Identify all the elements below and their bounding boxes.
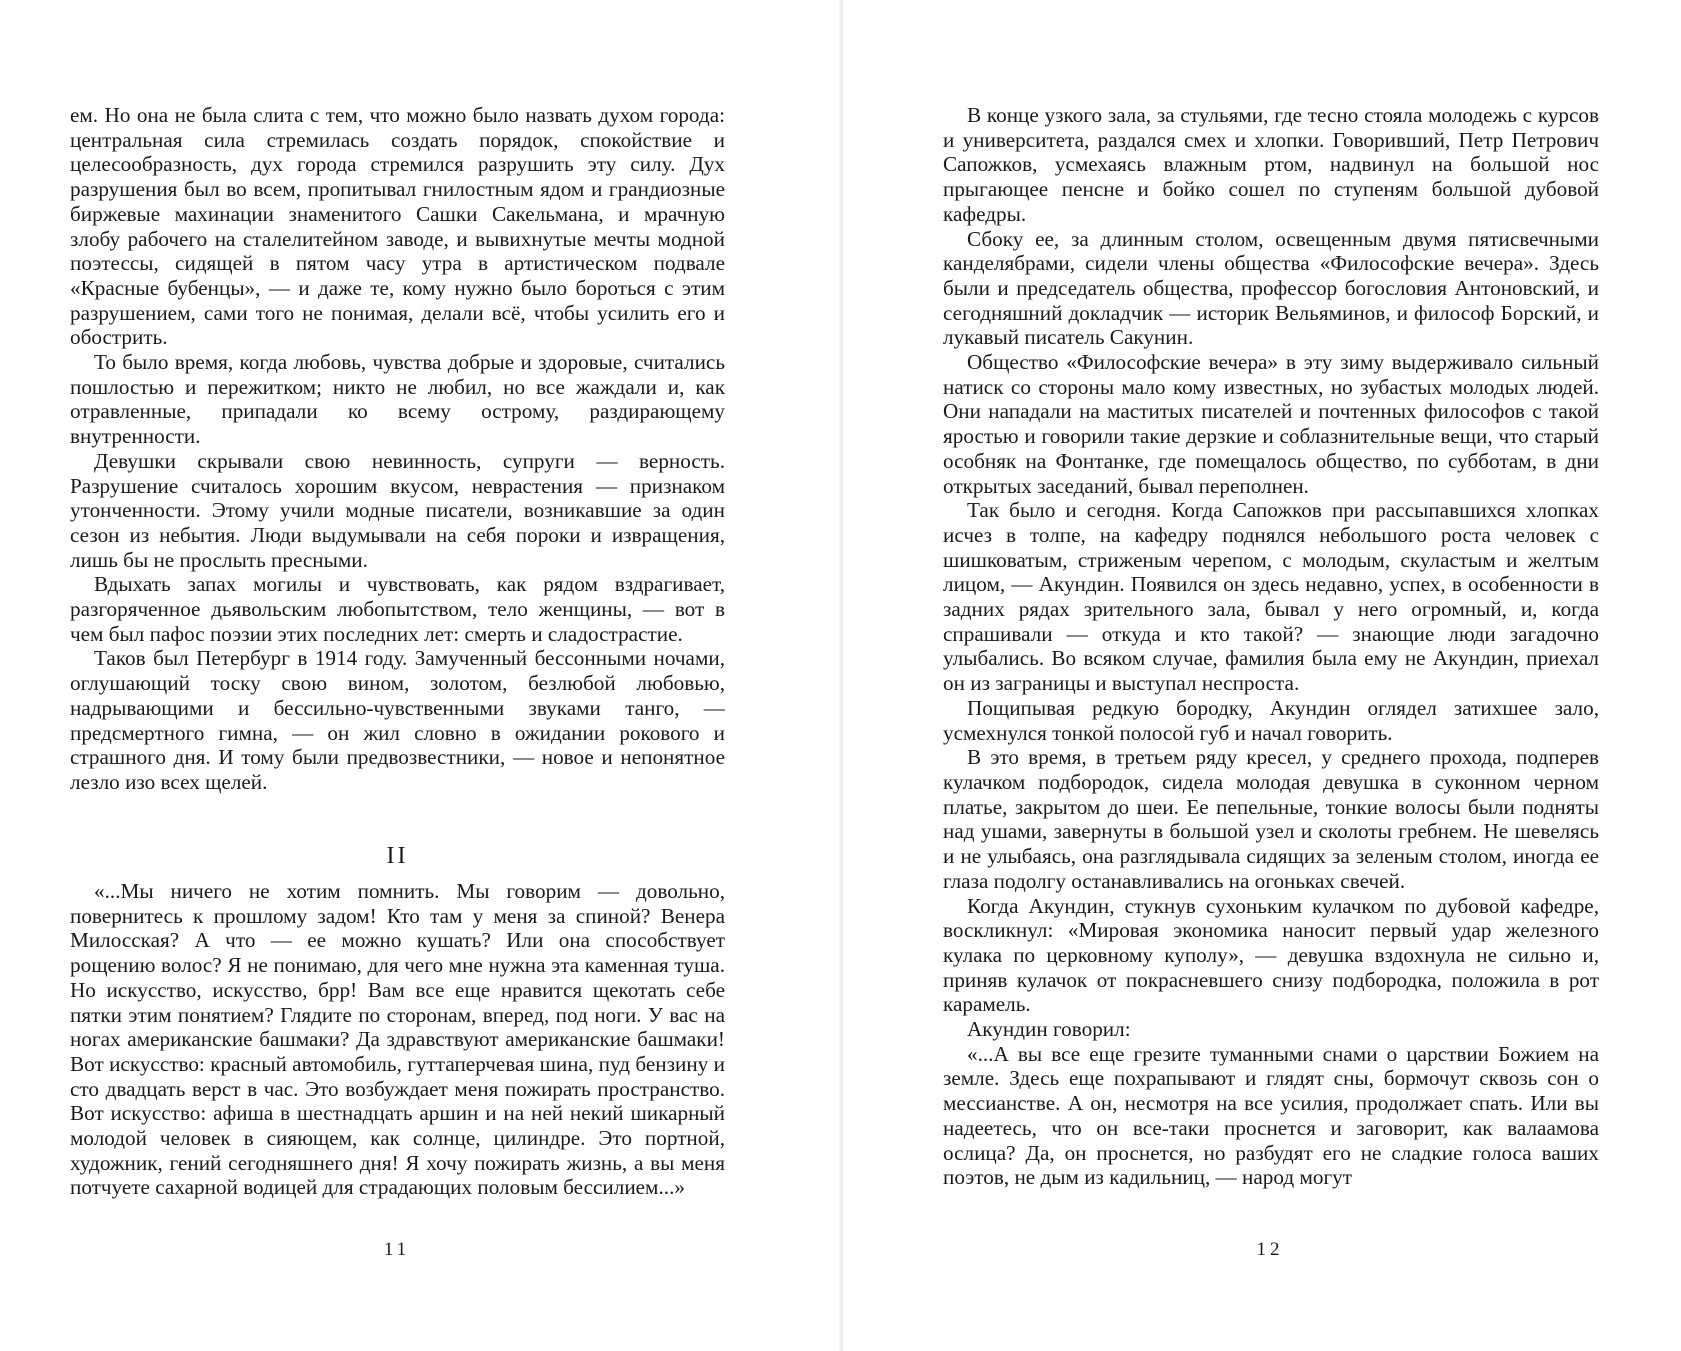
paragraph: Таков был Петербург в 1914 году. Замученный бессонными ночами, оглушающий тоску свою вином, золотом, безлюбой любовью, надрывающими и бессильно-чувственными звуками танго, — предсмертного гимна, — он жил словно в ожидании рокового и страшного дня. И тому были предвозвестники, — новое и непонятное лезло изо всех щелей. <box>70 646 725 794</box>
paragraph: В это время, в третьем ряду кресел, у среднего прохода, подперев кулачком подбородок, сидела молодая девушка в суконном черном платье, закрытом до шеи. Ее пепельные, тонкие волосы были подняты над ушами, завернуты в большой узел и сколоты гребнем. Не шевелясь и не улыбаясь, она разглядывала сидящих за зеленым столом, иногда ее глаза подолгу останавливались на огоньках свечей. <box>943 745 1599 893</box>
left-page-text-bottom <box>70 879 725 1200</box>
paragraph: Пощипывая редкую бородку, Акундин оглядел затихшее зало, усмехнулся тонкой полосой губ и начал говорить. <box>943 695 1599 745</box>
right-page <box>844 0 1681 1351</box>
right-page-text <box>943 103 1599 1190</box>
left-page-text-top <box>70 103 725 795</box>
paragraph: То было время, когда любовь, чувства добрые и здоровые, считались пошлостью и пережитком; никто не любил, но все жаждали и, как отравленные, припадали ко всему острому, раздирающему внутренности. <box>70 350 725 449</box>
paragraph: Акундин говорил: <box>967 1017 1131 1042</box>
paragraph: ем. Но она не была слита с тем, что можно было назвать духом города: центральная сила стремилась создать порядок, спокойствие и целесообразность, дух города стремился разрушить эту силу. Дух разрушения был во всем, пропитывал гнилостным ядом и грандиозные биржевые махинации знаменитого Сашки Сакельмана, и мрачную злобу рабочего на сталелитейном заводе, и вывихнутые мечты модной поэтессы, сидящей в пятом часу утра в артистическом подвале «Красные бубенцы», — и даже те, кому нужно было бороться с этим разрушением, сами того не понимая, делали всё, чтобы усилить его и обострить. <box>70 103 725 350</box>
paragraph: «...Мы ничего не хотим помнить. Мы говорим — довольно, повернитесь к прошлому задом! Кто там у меня за спиной? Венера Милосская? А что — ее можно кушать? Или она способствует рощению волос? Я не понимаю, для чего мне нужна эта каменная туша. Но искусство, искусство, брр! Вам все еще нравится щекотать себе пятки этим понятием? Глядите по сторонам, вперед, под ноги. У вас на ногах американские башмаки? Да здравствуют американские башмаки! Вот искусство: красный автомобиль, гуттаперчевая шина, пуд бензину и сто двадцать верст в час. Это возбуждает меня пожирать пространство. Вот искусство: афиша в шестнадцать аршин и на ней некий шикарный молодой человек в сияющем, как солнце, цилиндре. Это портной, художник, гений сегодняшнего дня! Я хочу пожирать жизнь, а вы меня потчуете сахарной водицей для страдающих половым бессилием...» <box>70 879 725 1200</box>
paragraph: «...А вы все еще грезите туманными снами о царствии Божием на земле. Здесь еще похрапывают и глядят сны, бормочут сквозь сон о мессианстве. А он, несмотря на все усилия, продолжает спать. Или вы надеетесь, что он все-таки проснется и заговорит, как валаамова ослица? Да, он проснется, но разбудят его не сладкие голоса ваших поэтов, не дым из кадильниц, — народ могут <box>943 1041 1599 1190</box>
paragraph: Когда Акундин, стукнув сухоньким кулачком по дубовой кафедре, воскликнул: «Мировая экономика наносит первый удар железного кулака по церковному куполу», — девушка вздохнула не сильно и, приняв кулачок от покрасневшего снизу подбородка, положила в рот карамель. <box>943 893 1599 1017</box>
paragraph: Так было и сегодня. Когда Сапожков при рассыпавшихся хлопках исчез в толпе, на кафедру поднялся небольшого роста человек с шишковатым, стриженым черепом, с молодым, скуластым и желтым лицом, — Акундин. Появился он здесь недавно, успех, в особенности в задних рядах зрительного зала, бывал у него огромный, и, когда спрашивали — откуда и кто такой? — знающие люди загадочно улыбались. Во всяком случае, фамилия была ему не Акундин, приехал он из заграницы и выступал неспроста. <box>943 498 1599 696</box>
page-number: 11 <box>383 1239 411 1260</box>
paragraph: Общество «Философские вечера» в эту зиму выдерживало сильный натиск со стороны мало кому известных, но зубастых молодых людей. Они нападали на маститых писателей и почтенных философов с такой яростью и говорили такие дерзкие и соблазнительные вещи, что старый особняк на Фонтанке, где помещалось общество, по субботам, в дни открытых заседаний, бывал переполнен. <box>943 350 1599 498</box>
paragraph: Сбоку ее, за длинным столом, освещенным двумя пятисвечными канделябрами, сидели члены общества «Философские вечера». Здесь были и председатель общества, профессор богословия Антоновский, и сегодняшний докладчик — историк Вельяминов, и философ Борский, и лукавый писатель Сакунин. <box>943 226 1599 350</box>
chapter-heading: II <box>386 843 409 869</box>
paragraph: Вдыхать запах могилы и чувствовать, как рядом вздрагивает, разгоряченное дьявольским любопытством, тело женщины, — вот в чем был пафос поэзии этих последних лет: смерть и сладострастие. <box>70 572 725 646</box>
page-number: 12 <box>1256 1239 1284 1260</box>
paragraph: В конце узкого зала, за стульями, где тесно стояла молодежь с курсов и университета, раздался смех и хлопки. Говоривший, Петр Петрович Сапожков, усмехаясь влажным ртом, надвинул на большой нос прыгающее пенсне и бойко сошел по ступеням большой дубовой кафедры. <box>943 103 1599 226</box>
left-page <box>0 0 838 1351</box>
paragraph: Девушки скрывали свою невинность, супруги — верность. Разрушение считалось хорошим вкусом, неврастения — признаком утонченности. Этому учили модные писатели, возникавшие за один сезон из небытия. Люди выдумывали на себя пороки и извращения, лишь бы не прослыть пресными. <box>70 448 725 572</box>
